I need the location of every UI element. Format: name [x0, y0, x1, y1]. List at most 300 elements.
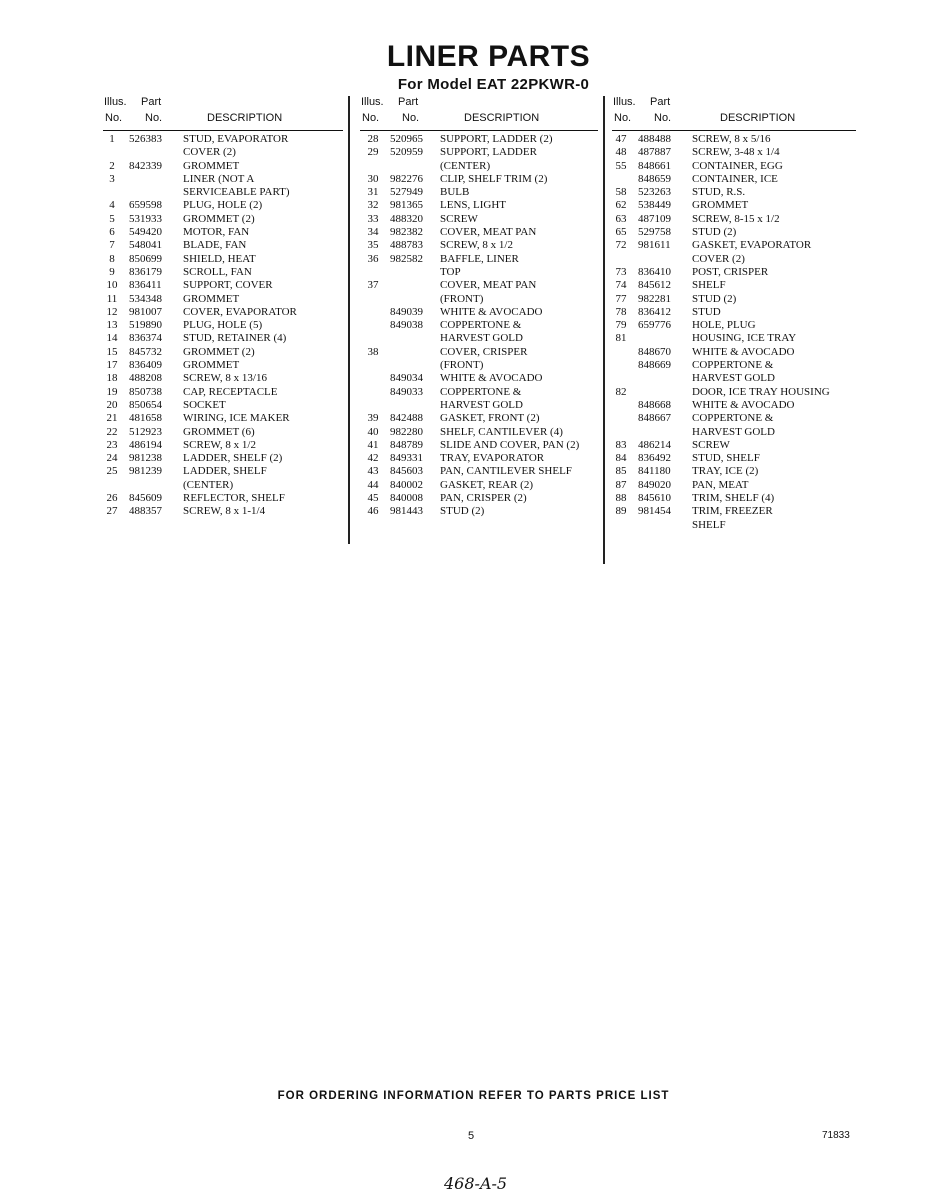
part-row [360, 173, 598, 186]
part-row [103, 199, 343, 212]
parts-column-2 [360, 94, 598, 519]
part-no-header: No. [145, 112, 163, 124]
part-description: SCREW [692, 438, 730, 451]
part-number: 850738 [129, 385, 162, 398]
part-description: STUD, EVAPORATOR [183, 133, 289, 145]
part-description: CONTAINER, EGG [692, 159, 783, 172]
part-description: (FRONT) [440, 292, 484, 305]
part-row [360, 479, 598, 492]
part-description: SHIELD, HEAT [183, 252, 256, 265]
part-row [612, 452, 856, 465]
description-header: DESCRIPTION [720, 112, 796, 124]
part-row [360, 239, 598, 252]
part-description: SHELF, CANTILEVER (4) [440, 425, 563, 438]
illus-number: 36 [367, 252, 379, 265]
part-row [103, 186, 343, 199]
part-number: 486214 [638, 438, 671, 451]
part-row [103, 439, 343, 452]
part-description: BLADE, FAN [183, 239, 247, 252]
part-row [612, 412, 856, 425]
part-number: 488783 [390, 239, 423, 252]
part-description: CONTAINER, ICE [692, 172, 778, 185]
part-description: BAFFLE, LINER [440, 252, 519, 265]
part-number: 659776 [638, 319, 671, 332]
part-row [103, 332, 343, 345]
part-number: 982582 [390, 252, 423, 265]
part-description: GROMMET (2) [183, 345, 255, 358]
part-description: STUD, SHELF [692, 452, 760, 465]
part-row [612, 492, 856, 505]
part-number: 848668 [638, 398, 671, 411]
page-title: LINER PARTS [386, 40, 591, 73]
part-description: HARVEST GOLD [440, 332, 523, 345]
illus-number: 28 [367, 133, 379, 145]
part-description: DOOR, ICE TRAY HOUSING [692, 385, 830, 398]
illus-number: 11 [106, 292, 118, 305]
page-number: 5 [468, 1130, 475, 1142]
part-row [103, 492, 343, 505]
part-number: 531933 [129, 212, 162, 225]
part-number: 842339 [129, 159, 162, 172]
part-number: 845732 [129, 345, 162, 358]
illus-number: 88 [615, 492, 627, 505]
part-number: 849033 [390, 385, 423, 398]
part-row [103, 160, 343, 173]
illus-header: Illus. [104, 96, 127, 108]
illus-no-header: No. [105, 112, 123, 124]
part-no-header: No. [402, 112, 420, 124]
part-number: 982382 [390, 226, 423, 239]
illus-header: Illus. [361, 96, 384, 108]
part-number: 981007 [129, 305, 162, 318]
part-row [612, 439, 856, 452]
part-row [360, 213, 598, 226]
part-row [612, 332, 856, 345]
illus-number: 19 [106, 385, 118, 398]
part-number: 659598 [129, 199, 162, 212]
parts-list [612, 133, 856, 532]
part-row [360, 359, 598, 372]
part-description: (FRONT) [440, 359, 484, 372]
part-description: COVER (2) [692, 252, 745, 265]
part-number: 481658 [129, 412, 162, 425]
part-description: SERVICEABLE PART) [183, 186, 290, 199]
illus-number: 72 [615, 239, 627, 252]
part-description: COPPERTONE & [692, 359, 774, 372]
part-description: HOUSING, ICE TRAY [692, 332, 797, 345]
part-row [103, 386, 343, 399]
part-row [103, 293, 343, 306]
part-header: Part [650, 96, 671, 108]
part-number: 849039 [390, 305, 423, 318]
part-row [612, 346, 856, 359]
part-row [103, 279, 343, 292]
illus-number: 18 [106, 372, 118, 385]
illus-number: 41 [367, 438, 379, 451]
part-row [612, 160, 856, 173]
part-number: 836412 [638, 305, 671, 318]
illus-number: 2 [109, 159, 115, 172]
part-number: 981443 [390, 505, 423, 518]
part-row [360, 253, 598, 266]
parts-column-3 [612, 94, 856, 532]
part-row [612, 133, 856, 146]
illus-number: 20 [106, 398, 118, 411]
part-number: 848670 [638, 345, 671, 358]
part-number: 487109 [638, 212, 671, 225]
part-number: 841180 [638, 465, 671, 478]
part-description: BULB [440, 186, 470, 199]
illus-number: 44 [367, 478, 379, 491]
part-description: COPPERTONE & [440, 319, 522, 332]
part-description: GROMMET (2) [183, 212, 255, 225]
part-row [612, 306, 856, 319]
illus-number: 26 [106, 492, 118, 505]
illus-number: 33 [367, 212, 379, 225]
part-row [103, 133, 343, 146]
part-description: LADDER, SHELF (2) [183, 452, 283, 465]
part-row [612, 253, 856, 266]
illus-number: 8 [109, 252, 115, 265]
part-number: 836492 [638, 452, 671, 465]
part-description: SCREW, 8 x 1-1/4 [183, 505, 266, 518]
part-description: TRAY, ICE (2) [692, 465, 759, 478]
part-description: PAN, CANTILEVER SHELF [440, 465, 572, 478]
part-number: 849034 [390, 372, 423, 385]
description-header: DESCRIPTION [207, 112, 283, 124]
illus-no-header: No. [614, 112, 632, 124]
illus-number: 83 [615, 438, 627, 451]
part-number: 849331 [390, 452, 423, 465]
part-number: 848669 [638, 359, 671, 372]
part-number: 488320 [390, 212, 423, 225]
part-row [360, 186, 598, 199]
part-description: WHITE & AVOCADO [440, 305, 543, 318]
part-description: PAN, CRISPER (2) [440, 492, 527, 505]
part-row [360, 372, 598, 385]
part-description: SCREW [440, 212, 478, 225]
part-description: GROMMET [692, 199, 749, 212]
illus-number: 17 [106, 359, 118, 372]
illus-number: 45 [367, 492, 379, 505]
part-description: WHITE & AVOCADO [440, 372, 543, 385]
part-description: SHELF [692, 279, 726, 292]
part-row [360, 293, 598, 306]
illus-number: 37 [367, 279, 379, 292]
part-description: GROMMET (6) [183, 425, 255, 438]
illus-number: 77 [615, 292, 627, 305]
part-description: TOP [440, 265, 461, 278]
parts-list [360, 133, 598, 519]
part-description: HOLE, PLUG [692, 319, 756, 332]
illus-number: 81 [615, 332, 627, 345]
part-row [103, 359, 343, 372]
part-description: COPPERTONE & [692, 412, 774, 425]
part-row [360, 452, 598, 465]
part-number: 845609 [129, 492, 162, 505]
part-number: 836409 [129, 359, 162, 372]
part-description: PLUG, HOLE (2) [183, 199, 263, 212]
part-number: 836179 [129, 265, 162, 278]
part-row [612, 239, 856, 252]
part-row [103, 239, 343, 252]
part-row [103, 412, 343, 425]
illus-number: 48 [615, 146, 627, 159]
illus-number: 32 [367, 199, 379, 212]
illus-number: 43 [367, 465, 379, 478]
part-description: CLIP, SHELF TRIM (2) [440, 172, 548, 185]
part-row [103, 452, 343, 465]
part-description: WHITE & AVOCADO [692, 345, 795, 358]
part-description: LINER (NOT A [183, 172, 255, 185]
part-row [360, 505, 598, 518]
part-number: 512923 [129, 425, 162, 438]
part-description: TRIM, FREEZER [692, 505, 773, 518]
illus-number: 7 [109, 239, 115, 252]
part-number: 487887 [638, 146, 671, 159]
part-description: STUD (2) [440, 505, 485, 518]
part-row [612, 186, 856, 199]
illus-number: 15 [106, 345, 118, 358]
part-row [103, 253, 343, 266]
part-description: SLIDE AND COVER, PAN (2) [440, 438, 580, 451]
part-description: COVER (2) [183, 146, 236, 159]
part-header: Part [398, 96, 419, 108]
illus-header: Illus. [613, 96, 636, 108]
illus-number: 63 [615, 212, 627, 225]
part-number: 982281 [638, 292, 671, 305]
model-subtitle: For Model EAT 22PKWR-0 [397, 76, 590, 93]
illus-number: 35 [367, 239, 379, 252]
part-row [612, 359, 856, 372]
part-number: 549420 [129, 226, 162, 239]
part-row [360, 279, 598, 292]
illus-number: 74 [615, 279, 627, 292]
document-number: 71833 [822, 1130, 850, 1141]
part-number: 981611 [638, 239, 671, 252]
part-row [103, 173, 343, 186]
part-row [612, 199, 856, 212]
column-header [612, 94, 856, 131]
part-row [103, 226, 343, 239]
part-number: 849038 [390, 319, 423, 332]
part-description: POST, CRISPER [692, 265, 769, 278]
illus-number: 25 [106, 465, 118, 478]
part-row [612, 293, 856, 306]
part-number: 534348 [129, 292, 162, 305]
column-header [360, 94, 598, 131]
part-description: SCREW, 8 x 13/16 [183, 372, 267, 385]
part-row [103, 346, 343, 359]
part-row [103, 505, 343, 518]
illus-no-header: No. [362, 112, 380, 124]
illus-number: 62 [615, 199, 627, 212]
part-number: 488208 [129, 372, 162, 385]
part-number: 845610 [638, 492, 671, 505]
part-description: STUD [692, 305, 721, 318]
part-number: 529758 [638, 226, 671, 239]
part-description: SUPPORT, COVER [183, 279, 273, 292]
illus-number: 38 [367, 345, 379, 358]
part-row [360, 426, 598, 439]
part-row [360, 332, 598, 345]
part-row [612, 519, 856, 532]
part-number: 840008 [390, 492, 423, 505]
illus-number: 39 [367, 412, 379, 425]
part-row [360, 199, 598, 212]
part-number: 836410 [638, 265, 671, 278]
part-number: 850654 [129, 398, 162, 411]
illus-number: 55 [615, 159, 627, 172]
illus-number: 3 [109, 172, 115, 185]
part-description: GROMMET [183, 359, 240, 372]
part-number: 848659 [638, 172, 671, 185]
part-description: STUD, R.S. [692, 186, 746, 199]
illus-number: 24 [106, 452, 118, 465]
part-description: PLUG, HOLE (5) [183, 319, 263, 332]
part-row [103, 146, 343, 159]
part-number: 849020 [638, 478, 671, 491]
part-number: 488357 [129, 505, 162, 518]
part-row [360, 386, 598, 399]
part-row [360, 133, 598, 146]
part-description: LADDER, SHELF [183, 465, 267, 478]
illus-number: 30 [367, 172, 379, 185]
part-row [612, 173, 856, 186]
column-divider [603, 96, 605, 564]
part-row [612, 319, 856, 332]
part-number: 520965 [390, 133, 423, 145]
part-number: 981238 [129, 452, 162, 465]
part-description: GASKET, REAR (2) [440, 478, 533, 491]
illus-number: 46 [367, 505, 379, 518]
part-description: SHELF [692, 518, 726, 531]
part-row [360, 412, 598, 425]
part-description: TRIM, SHELF (4) [692, 492, 775, 505]
part-description: PAN, MEAT [692, 478, 749, 491]
part-number: 982280 [390, 425, 423, 438]
part-row [612, 479, 856, 492]
illus-number: 23 [106, 438, 118, 451]
part-row [612, 213, 856, 226]
part-row [103, 372, 343, 385]
illus-number: 34 [367, 226, 379, 239]
part-row [103, 213, 343, 226]
part-description: SUPPORT, LADDER [440, 146, 537, 159]
part-row [360, 146, 598, 159]
part-row [612, 505, 856, 518]
illus-number: 82 [615, 385, 627, 398]
illus-number: 6 [109, 226, 115, 239]
description-header: DESCRIPTION [464, 112, 540, 124]
part-number: 836374 [129, 332, 162, 345]
part-row [360, 399, 598, 412]
part-number: 523263 [638, 186, 671, 199]
illus-number: 1 [109, 133, 115, 145]
illus-number: 5 [109, 212, 115, 225]
part-description: GROMMET [183, 292, 240, 305]
part-row [360, 319, 598, 332]
part-description: GROMMET [183, 159, 240, 172]
column-header [103, 94, 343, 131]
part-number: 845612 [638, 279, 671, 292]
part-row [612, 279, 856, 292]
part-description: SUPPORT, LADDER (2) [440, 133, 553, 145]
part-description: (CENTER) [183, 478, 234, 491]
part-description: COVER, CRISPER [440, 345, 528, 358]
column-divider [348, 96, 350, 544]
part-number: 519890 [129, 319, 162, 332]
part-row [360, 306, 598, 319]
part-row [612, 386, 856, 399]
part-row [360, 226, 598, 239]
part-number: 981365 [390, 199, 423, 212]
part-description: SCREW, 8 x 5/16 [692, 133, 771, 145]
part-row [360, 266, 598, 279]
part-number: 845603 [390, 465, 423, 478]
part-number: 840002 [390, 478, 423, 491]
ordering-note: FOR ORDERING INFORMATION REFER TO PARTS PRICE LIST [277, 1090, 670, 1102]
part-description: (CENTER) [440, 159, 491, 172]
illus-number: 84 [615, 452, 627, 465]
part-description: COVER, MEAT PAN [440, 279, 537, 292]
illus-number: 10 [106, 279, 118, 292]
part-row [612, 226, 856, 239]
part-number: 548041 [129, 239, 162, 252]
part-description: HARVEST GOLD [440, 398, 523, 411]
illus-number: 65 [615, 226, 627, 239]
part-row [103, 479, 343, 492]
part-row [103, 266, 343, 279]
parts-column-1 [103, 94, 343, 519]
part-description: COVER, MEAT PAN [440, 226, 537, 239]
handwritten-note: 468-A-5 [444, 1174, 508, 1193]
part-description: LENS, LIGHT [440, 199, 506, 212]
illus-number: 47 [615, 133, 627, 145]
part-description: COVER, EVAPORATOR [183, 305, 297, 318]
part-number: 982276 [390, 172, 423, 185]
illus-number: 13 [106, 319, 118, 332]
part-description: STUD (2) [692, 292, 737, 305]
part-description: SCREW, 8 x 1/2 [183, 438, 256, 451]
part-row [360, 465, 598, 478]
part-description: WIRING, ICE MAKER [183, 412, 290, 425]
part-description: CAP, RECEPTACLE [183, 385, 278, 398]
illus-number: 29 [367, 146, 379, 159]
part-row [360, 492, 598, 505]
part-description: COPPERTONE & [440, 385, 522, 398]
illus-number: 27 [106, 505, 118, 518]
part-number: 836411 [129, 279, 162, 292]
part-description: GASKET, FRONT (2) [440, 412, 540, 425]
part-number: 848667 [638, 412, 671, 425]
illus-number: 73 [615, 265, 627, 278]
part-row [103, 465, 343, 478]
illus-number: 4 [109, 199, 115, 212]
part-number: 848661 [638, 159, 671, 172]
part-row [612, 399, 856, 412]
part-row [103, 399, 343, 412]
part-description: MOTOR, FAN [183, 226, 250, 239]
part-row [612, 465, 856, 478]
part-number: 848789 [390, 438, 423, 451]
illus-number: 78 [615, 305, 627, 318]
illus-number: 40 [367, 425, 379, 438]
part-description: SCREW, 8-15 x 1/2 [692, 212, 780, 225]
illus-number: 89 [615, 505, 627, 518]
part-number: 520959 [390, 146, 423, 159]
part-number: 981239 [129, 465, 162, 478]
